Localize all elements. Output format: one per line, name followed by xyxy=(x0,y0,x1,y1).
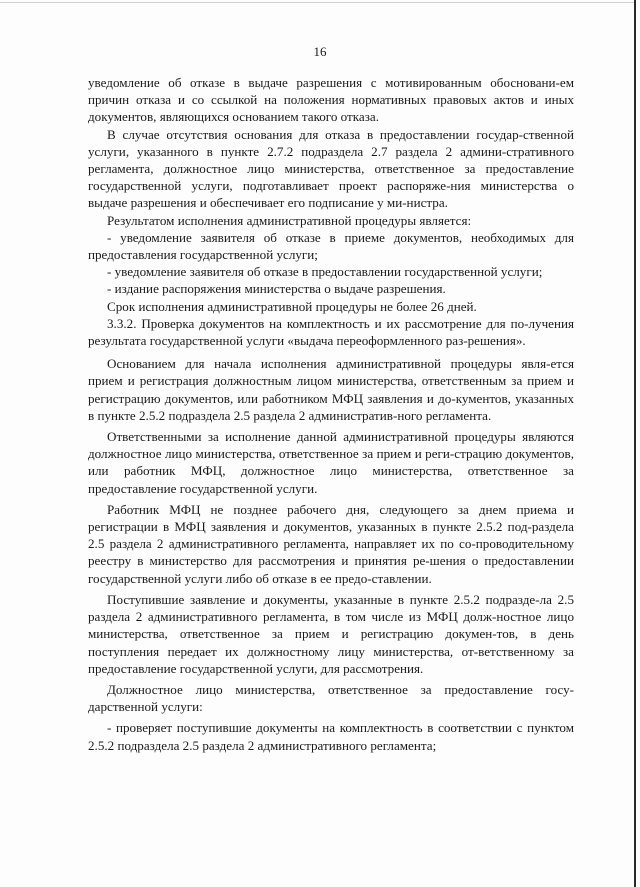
paragraph: В случае отсутствия основания для отказа в предоставлении государ-ственной услуги, указанного в пункте 2.7.2 подраздела 2.7 раздела 2 админи-стративного регламента, должностное лицо министерства, ответственное за предоставление государственной услуги, подготавливает проект распоряже-ния министерства о выдаче разрешения и обеспечивает его подписание у ми-нистра. xyxy=(88,126,574,211)
page-top-edge xyxy=(0,2,636,3)
list-item: - проверяет поступившие документы на комплектность в соответствии с пунктом 2.5.2 подраздела 2.5 раздела 2 административного регламента; xyxy=(88,720,574,753)
list-item: - издание распоряжения министерства о выдаче разрешения. xyxy=(107,281,446,297)
document-body xyxy=(88,74,574,754)
paragraph: уведомление об отказе в выдаче разрешения с мотивированным обосновани-ем причин отказа и со ссылкой на положения нормативных правовых актов и иных документов, являющихся основанием такого отказа. xyxy=(88,75,574,125)
paragraph: Основанием для начала исполнения административной процедуры явля-ется прием и регистрация должностным лицом министерства, ответственным за прием и регистрацию документов, или работником МФЦ заявления и до-кументов, указанных в пункте 2.5.2 подраздела 2.5 раздела 2 административ-ного регламента. xyxy=(88,356,574,423)
paragraph: Работник МФЦ не позднее рабочего дня, следующего за днем приема и регистрации в МФЦ заявления и документов, указанных в пункте 2.5.2 под-раздела 2.5 раздела 2 административного регламента, направляет их по со-проводительному реестру в министерство для рассмотрения и принятия ре-шения о предоставлении государственной услуги либо об отказе в ее предо-ставлении. xyxy=(88,501,574,586)
page-right-edge xyxy=(634,0,636,887)
paragraph: Должностное лицо министерства, ответственное за предоставление госу-дарственной услуги: xyxy=(88,681,574,715)
paragraph: Ответственными за исполнение данной административной процедуры являются должностное лицо министерства, ответственное за прием и реги-страцию документов, или работник МФЦ, должностное лицо министерства, ответственное за предоставление государственной услуги. xyxy=(88,429,574,496)
list-item: - уведомление заявителя об отказе в предоставлении государственной услуги; xyxy=(107,264,543,280)
paragraph: Поступившие заявление и документы, указанные в пункте 2.5.2 подразде-ла 2.5 раздела 2 административного регламента, в том числе из МФЦ долж-ностное лицо министерства, ответственное за прием и регистрацию докумен-тов, в день поступления передает их должностному лицу министерства, от-ветственному за предоставление государственной услуги, для рассмотрения. xyxy=(88,591,574,676)
section-heading: 3.3.2. Проверка документов на комплектность и их рассмотрение для по-лучения результата государственной услуги «выдача переоформленного раз-решения». xyxy=(88,315,574,349)
paragraph: Срок исполнения административной процедуры не более 26 дней. xyxy=(107,298,477,314)
list-item: - уведомление заявителя об отказе в приеме документов, необходимых для предоставления государственной услуги; xyxy=(88,229,574,263)
page-number: 16 xyxy=(313,44,327,59)
paragraph: Результатом исполнения административной процедуры является: xyxy=(107,212,472,228)
